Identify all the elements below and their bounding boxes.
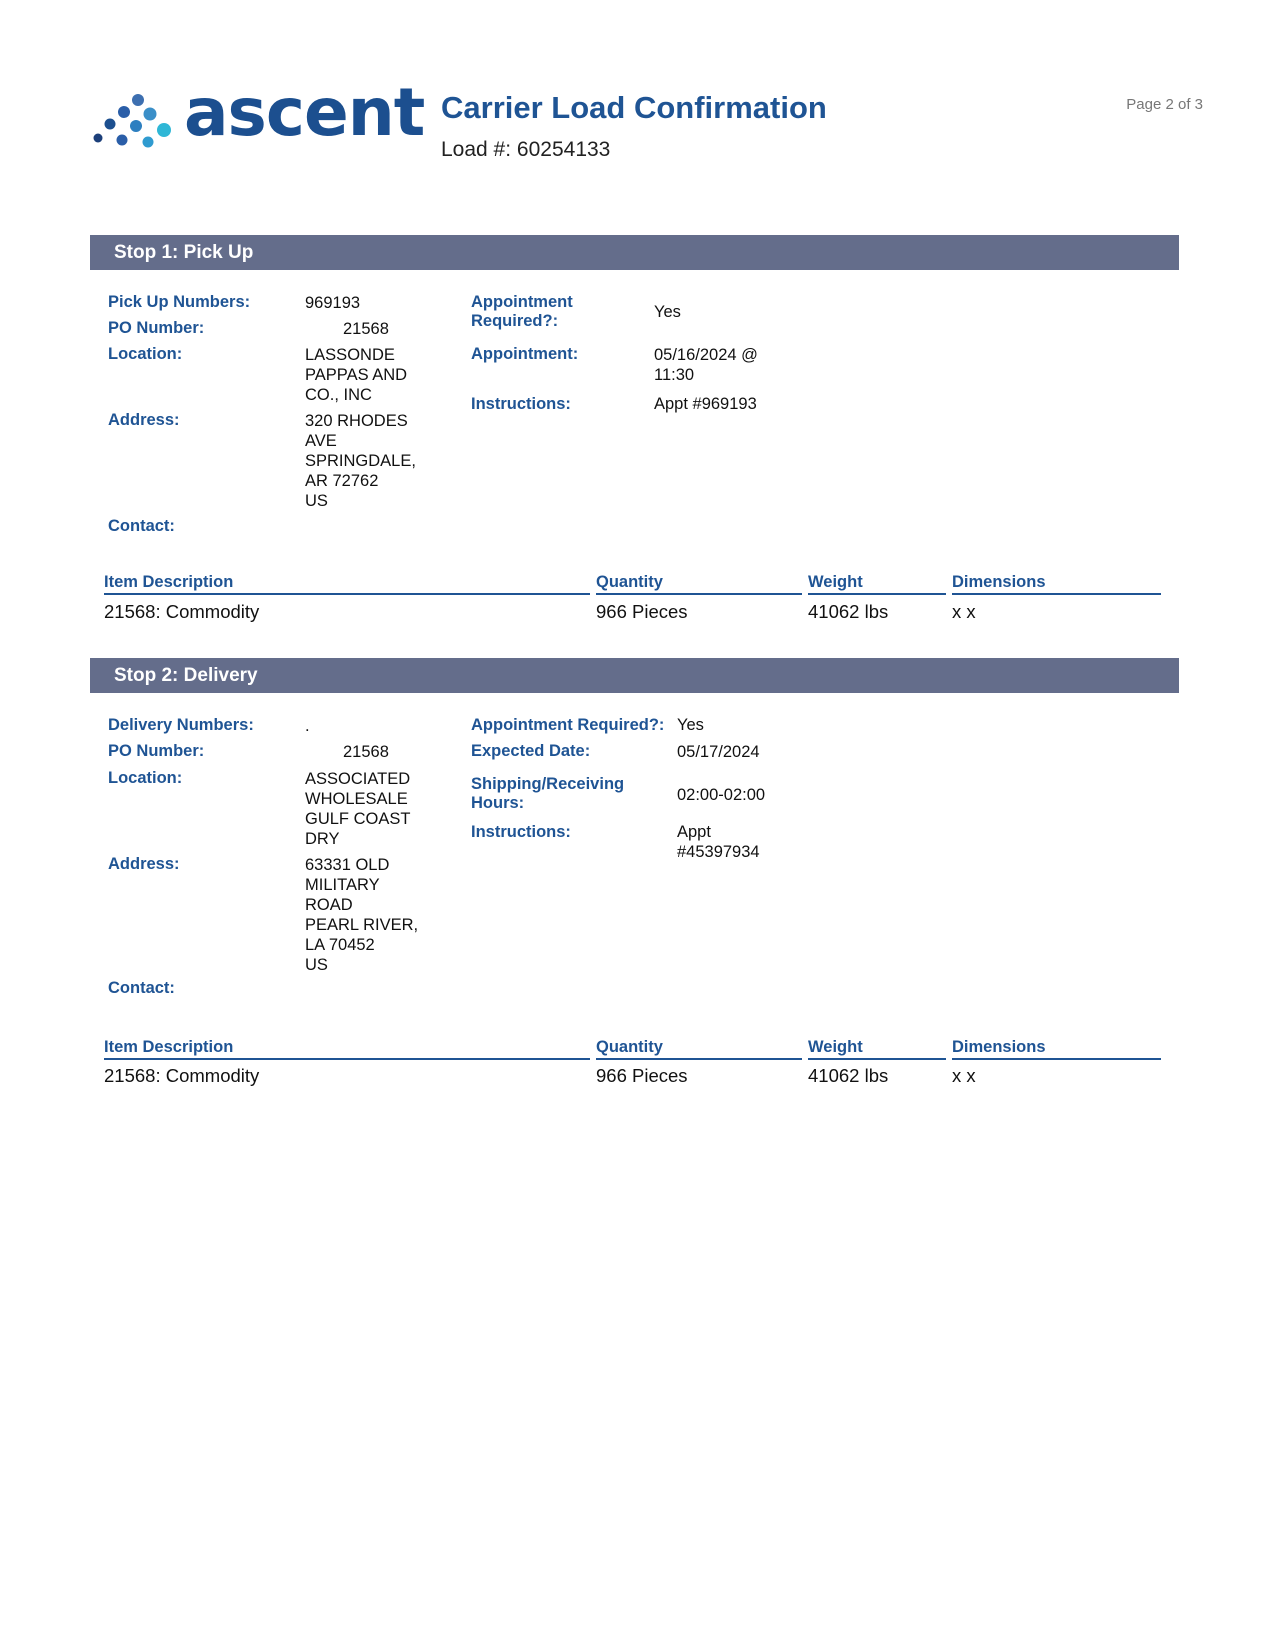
instructions-label: Instructions: (471, 823, 571, 841)
stop2-cell-dimensions: x x (952, 1065, 976, 1086)
stop1-th-quantity: Quantity (596, 572, 802, 595)
page-title: Carrier Load Confirmation (441, 90, 827, 125)
address-label: Address: (108, 411, 180, 429)
delivery-numbers-label: Delivery Numbers: (108, 716, 254, 734)
address-value: 320 RHODES AVE SPRINGDALE, AR 72762 US (305, 412, 416, 510)
po-number-value: 21568 (343, 320, 389, 338)
pickup-numbers-label: Pick Up Numbers: (108, 293, 251, 311)
po-number-value: 21568 (343, 743, 389, 761)
load-label: Load #: (441, 138, 512, 161)
expected-date-label: Expected Date: (471, 742, 591, 760)
stop1-th-dimensions: Dimensions (952, 572, 1161, 595)
appointment-value: 05/16/2024 @ 11:30 (654, 346, 758, 384)
contact-label: Contact: (108, 517, 175, 535)
appt-required-label: Appointment Required?: (471, 293, 573, 330)
instructions-value: Appt #45397934 (677, 823, 760, 861)
load-value: 60254133 (516, 138, 611, 161)
stop2-cell-quantity: 966 Pieces (596, 1065, 688, 1086)
po-number-label: PO Number: (108, 319, 205, 337)
pickup-numbers-value: 969193 (305, 294, 361, 312)
stop2-th-quantity: Quantity (596, 1037, 802, 1060)
ascent-logo: ascent (184, 74, 425, 151)
location-value: LASSONDE PAPPAS AND CO., INC (305, 346, 408, 404)
instructions-value: Appt #969193 (654, 395, 757, 413)
stop1-header: Stop 1: Pick Up (90, 235, 1179, 270)
ascent-logo-icon (92, 92, 172, 157)
stop2-header: Stop 2: Delivery (90, 658, 1179, 693)
stop1-th-item-description: Item Description (104, 572, 590, 595)
stop2-cell-weight: 41062 lbs (808, 1065, 889, 1086)
stop2-th-weight: Weight (808, 1037, 946, 1060)
page-indicator: Page 2 of 3 (1126, 96, 1203, 113)
location-value: ASSOCIATED WHOLESALE GULF COAST DRY (305, 770, 411, 848)
load-number (441, 138, 610, 162)
contact-label: Contact: (108, 979, 175, 997)
appointment-label: Appointment: (471, 345, 579, 363)
appt-required-label: Appointment Required?: (471, 716, 665, 734)
stop1-cell-description: 21568: Commodity (104, 601, 260, 622)
instructions-label: Instructions: (471, 395, 571, 413)
po-number-label: PO Number: (108, 742, 205, 760)
address-label: Address: (108, 855, 180, 873)
hours-value: 02:00-02:00 (677, 786, 766, 804)
stop1-cell-quantity: 966 Pieces (596, 601, 688, 622)
appt-required-value: Yes (677, 716, 704, 734)
location-label: Location: (108, 769, 183, 787)
location-label: Location: (108, 345, 183, 363)
expected-date-value: 05/17/2024 (677, 743, 760, 761)
stop2-th-dimensions: Dimensions (952, 1037, 1161, 1060)
stop1-cell-weight: 41062 lbs (808, 601, 889, 622)
stop2-th-item-description: Item Description (104, 1037, 590, 1060)
hours-label: Shipping/Receiving Hours: (471, 775, 625, 812)
delivery-numbers-value: . (305, 717, 310, 735)
stop1-th-weight: Weight (808, 572, 946, 595)
stop1-cell-dimensions: x x (952, 601, 976, 622)
address-value: 63331 OLD MILITARY ROAD PEARL RIVER, LA 70452 US (305, 856, 419, 974)
stop2-cell-description: 21568: Commodity (104, 1065, 260, 1086)
appt-required-value: Yes (654, 303, 681, 321)
